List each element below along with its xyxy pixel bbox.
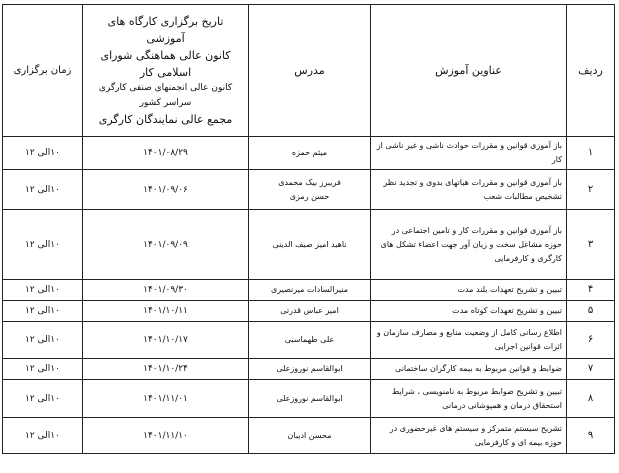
row-title: تشریح سیستم متمرکز و سیستم های غیرحضوری در حوزه بیمه ای و کارفرمایی bbox=[371, 418, 567, 454]
header-date-line: سراسر کشور bbox=[139, 98, 192, 108]
row-date: ۱۴۰۱/۰۸/۲۹ bbox=[83, 137, 249, 170]
header-teacher: مدرس bbox=[249, 5, 371, 137]
row-number: ۷ bbox=[567, 359, 615, 380]
row-time: ۱۰الی ۱۲ bbox=[3, 359, 83, 380]
teacher-name: فریبرز بیک محمدی bbox=[278, 177, 341, 187]
training-schedule-table bbox=[2, 4, 615, 454]
row-number: ۲ bbox=[567, 170, 615, 210]
row-date: ۱۴۰۱/۱۰/۱۱ bbox=[83, 301, 249, 322]
row-teacher bbox=[249, 359, 371, 380]
row-date: ۱۴۰۱/۱۰/۲۴ bbox=[83, 359, 249, 380]
row-time: ۱۰الی ۱۲ bbox=[3, 380, 83, 418]
row-title: تبیین و تشریح ضوابط مربوط به نامنویسی ، شرایط استحقاق درمان و همپوشانی درمانی bbox=[371, 380, 567, 418]
header-date bbox=[83, 5, 249, 137]
row-time: ۱۰الی ۱۲ bbox=[3, 210, 83, 280]
row-date: ۱۴۰۱/۱۰/۱۷ bbox=[83, 322, 249, 359]
header-date-line: تاریخ برگزاری کارگاه های آموزشی bbox=[107, 15, 224, 45]
teacher-name: حسن رمزی bbox=[289, 191, 330, 201]
table-row bbox=[3, 210, 615, 280]
teacher-name: علی طهماسبی bbox=[284, 335, 335, 344]
table-row bbox=[3, 380, 615, 418]
header-date-line: کانون عالی هماهنگی شورای bbox=[100, 49, 231, 62]
row-teacher bbox=[249, 301, 371, 322]
table-row bbox=[3, 301, 615, 322]
teacher-name: امیر عباس قدرتی bbox=[280, 306, 339, 315]
row-title: باز آموزی قوانین و مقررات هیاتهای بدوی و تجدید نظر تشخیص مطالبات شعب bbox=[371, 170, 567, 210]
row-date: ۱۴۰۱/۰۹/۳۰ bbox=[83, 280, 249, 301]
header-title: عناوین آموزش bbox=[371, 5, 567, 137]
row-teacher bbox=[249, 280, 371, 301]
row-date: ۱۴۰۱/۱۱/۰۱ bbox=[83, 380, 249, 418]
header-date-line: مجمع عالی نمایندگان کارگری bbox=[98, 113, 233, 126]
teacher-name: محسن ادیبان bbox=[287, 430, 332, 440]
row-time: ۱۰الی ۱۲ bbox=[3, 301, 83, 322]
row-teacher bbox=[249, 137, 371, 170]
row-teacher bbox=[249, 210, 371, 280]
row-title: اطلاع رسانی کامل از وضعیت منابع و مصارف سازمان و اثرات قوانین اجرایی bbox=[371, 322, 567, 359]
row-number: ۴ bbox=[567, 280, 615, 301]
row-number: ۸ bbox=[567, 380, 615, 418]
table-row bbox=[3, 170, 615, 210]
row-time: ۱۰الی ۱۲ bbox=[3, 322, 83, 359]
table-row bbox=[3, 280, 615, 301]
header-date-line: کانون عالی انجمنهای صنفی کارگری bbox=[98, 83, 233, 93]
row-time: ۱۰الی ۱۲ bbox=[3, 418, 83, 454]
row-teacher bbox=[249, 322, 371, 359]
row-time: ۱۰الی ۱۲ bbox=[3, 170, 83, 210]
teacher-name: منیرالسادات میرنصیری bbox=[271, 285, 348, 294]
row-date: ۱۴۰۱/۰۹/۰۶ bbox=[83, 170, 249, 210]
row-teacher bbox=[249, 170, 371, 210]
row-number: ۱ bbox=[567, 137, 615, 170]
row-number: ۳ bbox=[567, 210, 615, 280]
row-time: ۱۰الی ۱۲ bbox=[3, 280, 83, 301]
table-row bbox=[3, 137, 615, 170]
schedule-sheet bbox=[2, 4, 614, 454]
teacher-name: ناهید امیر صیف الدینی bbox=[272, 239, 347, 249]
teacher-name: میثم حمزه bbox=[291, 148, 328, 157]
row-title: تبیین و تشریح تعهدات بلند مدت bbox=[371, 280, 567, 301]
teacher-name: ابوالقاسم نوروزعلی bbox=[276, 364, 343, 373]
row-number: ۶ bbox=[567, 322, 615, 359]
header-row-number: ردیف bbox=[567, 5, 615, 137]
row-title: ضوابط و قوانین مربوط به بیمه کارگران ساختمانی bbox=[371, 359, 567, 380]
row-time: ۱۰الی ۱۲ bbox=[3, 137, 83, 170]
teacher-name: ابوالقاسم نوروزعلی bbox=[276, 393, 343, 403]
row-title: باز آموزی قوانین و مقررات کار و تامین اجتماعی در حوزه مشاغل سخت و زیان آور جهت اعضاء تشکل های کارگری و کارفرمایی bbox=[371, 210, 567, 280]
row-title: باز آموزی قوانین و مقررات حوادث ناشی و غیر ناشی از کار bbox=[371, 137, 567, 170]
row-date: ۱۴۰۱/۰۹/۰۹ bbox=[83, 210, 249, 280]
row-number: ۵ bbox=[567, 301, 615, 322]
table-row bbox=[3, 359, 615, 380]
header-row bbox=[3, 5, 615, 137]
header-time: زمان برگزاری bbox=[3, 5, 83, 137]
row-date: ۱۴۰۱/۱۱/۱۰ bbox=[83, 418, 249, 454]
row-number: ۹ bbox=[567, 418, 615, 454]
table-row bbox=[3, 322, 615, 359]
row-title: تبیین و تشریح تعهدات کوتاه مدت bbox=[371, 301, 567, 322]
header-date-line: اسلامی کار bbox=[139, 66, 192, 79]
table-row bbox=[3, 418, 615, 454]
row-teacher bbox=[249, 380, 371, 418]
row-teacher bbox=[249, 418, 371, 454]
